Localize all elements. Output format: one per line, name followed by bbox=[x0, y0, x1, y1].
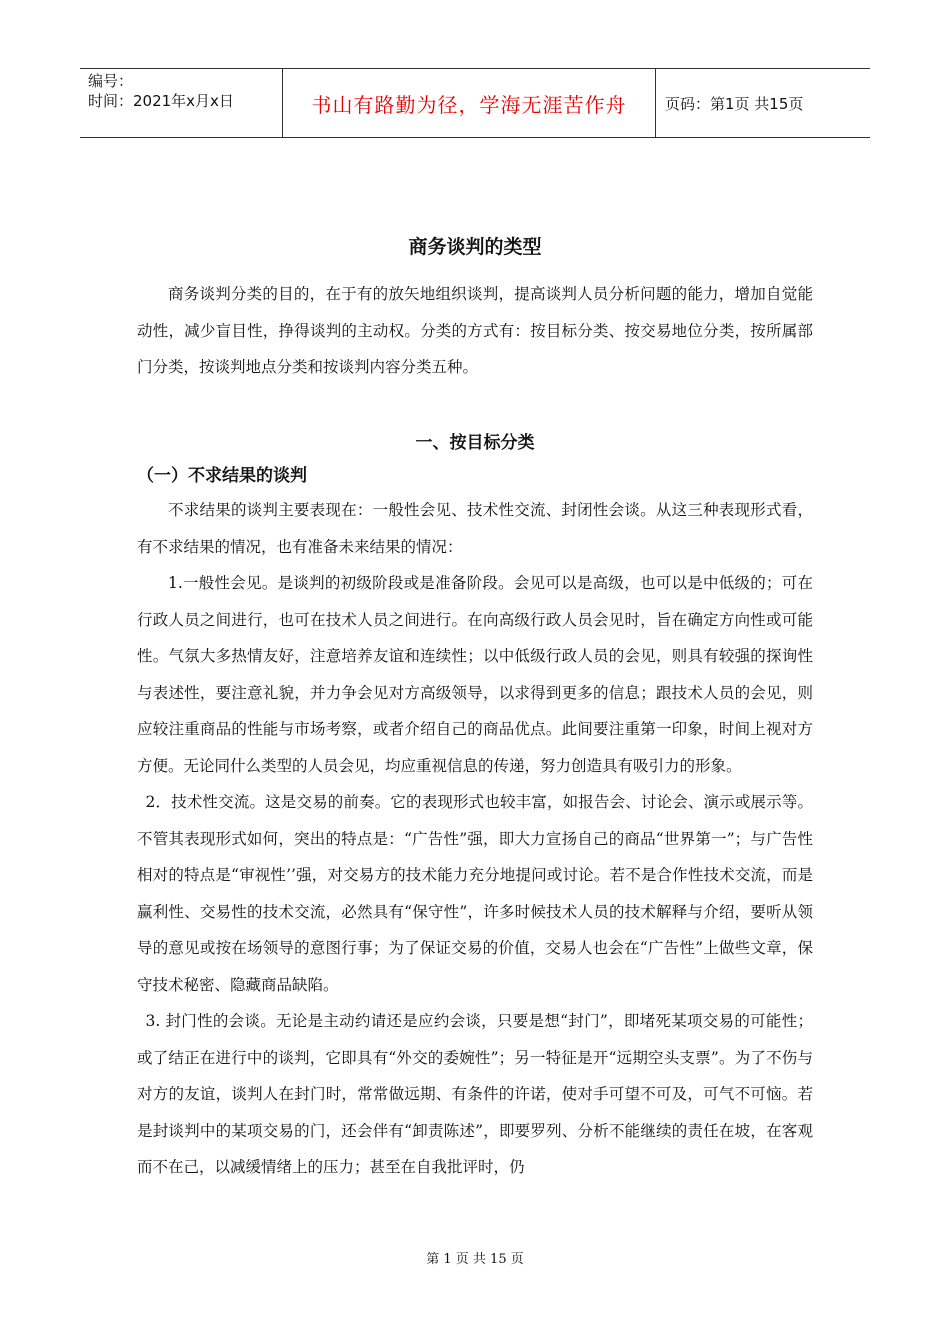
section-heading: 一、按目标分类 bbox=[415, 433, 535, 453]
intro-paragraph: 商务谈判分类的目的，在于有的放矢地组织谈判，提高谈判人员分析问题的能力，增加自觉能动性，减少盲目性，挣得谈判的主动权。分类的方式有：按目标分类、按交易地位分类，按所属部门分类，按谈判地点分类和按谈判内容分类五种。 bbox=[137, 285, 813, 376]
page-title: 商务谈判的类型 bbox=[408, 236, 542, 258]
header-meta bbox=[80, 69, 282, 137]
paragraph: 不求结果的谈判主要表现在：一般性会见、技术性交流、封闭性会谈。从这三种表现形式看，有不求结果的情况，也有准备未来结果的情况： bbox=[137, 501, 813, 556]
header-page-info: 页码：第1页 共15页 bbox=[665, 94, 804, 113]
paragraph: 1.一般性会见。是谈判的初级阶段或是准备阶段。会见可以是高级，也可以是中低级的；可在行政人员之间进行，也可在技术人员之间进行。在向高级行政人员会见时，旨在确定方向性或可能性。气氛大多热情友好，注意培养友谊和连续性；以中低级行政人员的会见，则具有较强的探询性与表述性，要注意礼貌，并力争会见对方高级领导，以求得到更多的信息；跟技术人员的会见，则应较注重商品的性能与市场考察，或者介绍自己的商品优点。此间要注重第一印象，时间上视对方方便。无论同什么类型的人员会见，均应重视信息的传递，努力创造具有吸引力的形象。 bbox=[137, 574, 813, 775]
subsection-heading: （一）不求结果的谈判 bbox=[137, 466, 307, 486]
page-footer: 第 1 页 共 15 页 bbox=[426, 1252, 524, 1267]
paragraph: 3. 封门性的会谈。无论是主动约请还是应约会谈，只要是想“封门”，即堵死某项交易的可能性；或了结正在进行中的谈判，它即具有“外交的委婉性”；另一特征是开“远期空头支票”。为了不伤与对方的友谊，谈判人在封门时，常常做远期、有条件的许诺，使对手可望不可及，可气不可恼。若是封谈判中的某项交易的门，还会伴有“卸责陈述”，即要罗列、分析不能继续的责任在坡，在客观而不在己，以减缓情绪上的压力；甚至在自我批评时，仍 bbox=[137, 1012, 813, 1176]
main-body bbox=[137, 492, 813, 1186]
number-label: 编号： bbox=[88, 72, 134, 90]
time-label: 时间：2021年x月x日 bbox=[88, 92, 234, 110]
paragraph: 2．技术性交流。这是交易的前奏。它的表现形式也较丰富，如报告会、讨论会、演示或展示等。不管其表现形式如何，突出的特点是：“广告性”强，即大力宣扬自己的商品“世界第一”；与广告性相对的特点是“审视性’’强，对交易方的技术能力充分地提问或讨论。若不是合作性技术交流，而是赢利性、交易性的技术交流，必然具有“保守性”，许多时候技术人员的技术解释与介绍，要听从领导的意见或按在场领导的意图行事；为了保证交易的价值，交易人也会在“广告性”上做些文章，保守技术秘密、隐藏商品缺陷。 bbox=[137, 793, 813, 994]
document-header bbox=[80, 68, 870, 138]
header-motto: 书山有路勤为径，学海无涯苦作舟 bbox=[282, 69, 656, 137]
intro-block bbox=[137, 276, 813, 386]
